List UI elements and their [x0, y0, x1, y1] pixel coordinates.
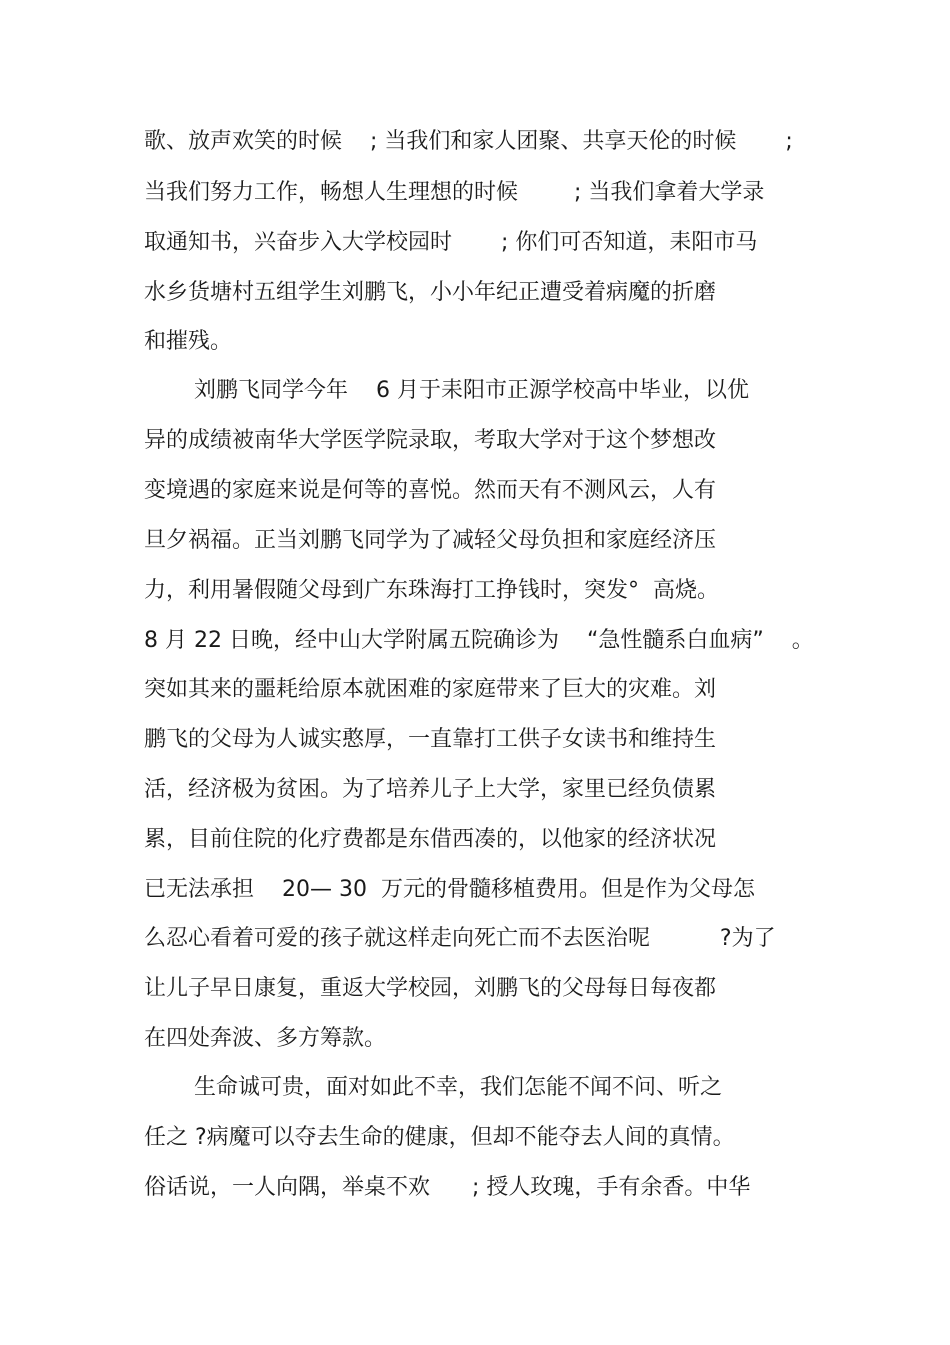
text-line-12: 突如其来的噩耗给原本就困难的家庭带来了巨大的灾难。刘: [144, 677, 717, 702]
text-line-15: 累，目前住院的化疗费都是东借西凑的，以他家的经济状况: [144, 827, 717, 852]
text-line-19: 在四处奔波、多方筹款。: [144, 1026, 387, 1051]
text-line-8: 变境遇的家庭来说是何等的喜悦。然而天有不测风云，人有: [144, 478, 717, 503]
text-line-16: 已无法承担 20— 30 万元的骨髓移植费用。但是作为父母怎: [144, 877, 755, 902]
text-line-17: 么忍心看着可爱的孩子就这样走向死亡而不去医治呢 ?为了: [144, 926, 776, 951]
text-line-7: 异的成绩被南华大学医学院录取，考取大学对于这个梦想改: [144, 428, 717, 453]
text-line-3: 取通知书，兴奋步入大学校园时 ; 你们可否知道，耒阳市马: [144, 230, 758, 255]
text-line-11: 8 月 22 日晚，经中山大学附属五院确诊为 “急性髓系白血病” 。: [144, 628, 814, 653]
text-line-9: 旦夕祸福。正当刘鹏飞同学为了减轻父母负担和家庭经济压: [144, 528, 717, 553]
text-line-13: 鹏飞的父母为人诚实憨厚，一直靠打工供子女读书和维持生: [144, 727, 717, 752]
paragraph-3-first-line: 生命诚可贵，面对如此不幸，我们怎能不闻不问、听之: [194, 1075, 723, 1100]
text-line-18: 让儿子早日康复，重返大学校园，刘鹏飞的父母每日每夜都: [144, 976, 717, 1001]
paragraph-2-first-line: 刘鹏飞同学今年 6 月于耒阳市正源学校高中毕业，以优: [194, 378, 749, 403]
text-line-14: 活，经济极为贫困。为了培养儿子上大学，家里已经负债累: [144, 777, 717, 802]
text-line-10: 力，利用暑假随父母到广东珠海打工挣钱时，突发° 高烧。: [144, 578, 719, 603]
text-line-22: 俗话说，一人向隅，举桌不欢 ; 授人玫瑰，手有余香。中华: [144, 1175, 751, 1200]
text-line-2: 当我们努力工作，畅想人生理想的时候 ; 当我们拿着大学录: [144, 180, 765, 205]
text-line-4: 水乡货塘村五组学生刘鹏飞，小小年纪正遭受着病魔的折磨: [144, 280, 717, 305]
text-line-21: 任之 ?病魔可以夺去生命的健康，但却不能夺去人间的真情。: [144, 1125, 735, 1150]
text-line-5: 和摧残。: [144, 329, 233, 354]
text-line-1: 歌、放声欢笑的时候 ; 当我们和家人团聚、共享天伦的时候 ;: [144, 129, 793, 154]
